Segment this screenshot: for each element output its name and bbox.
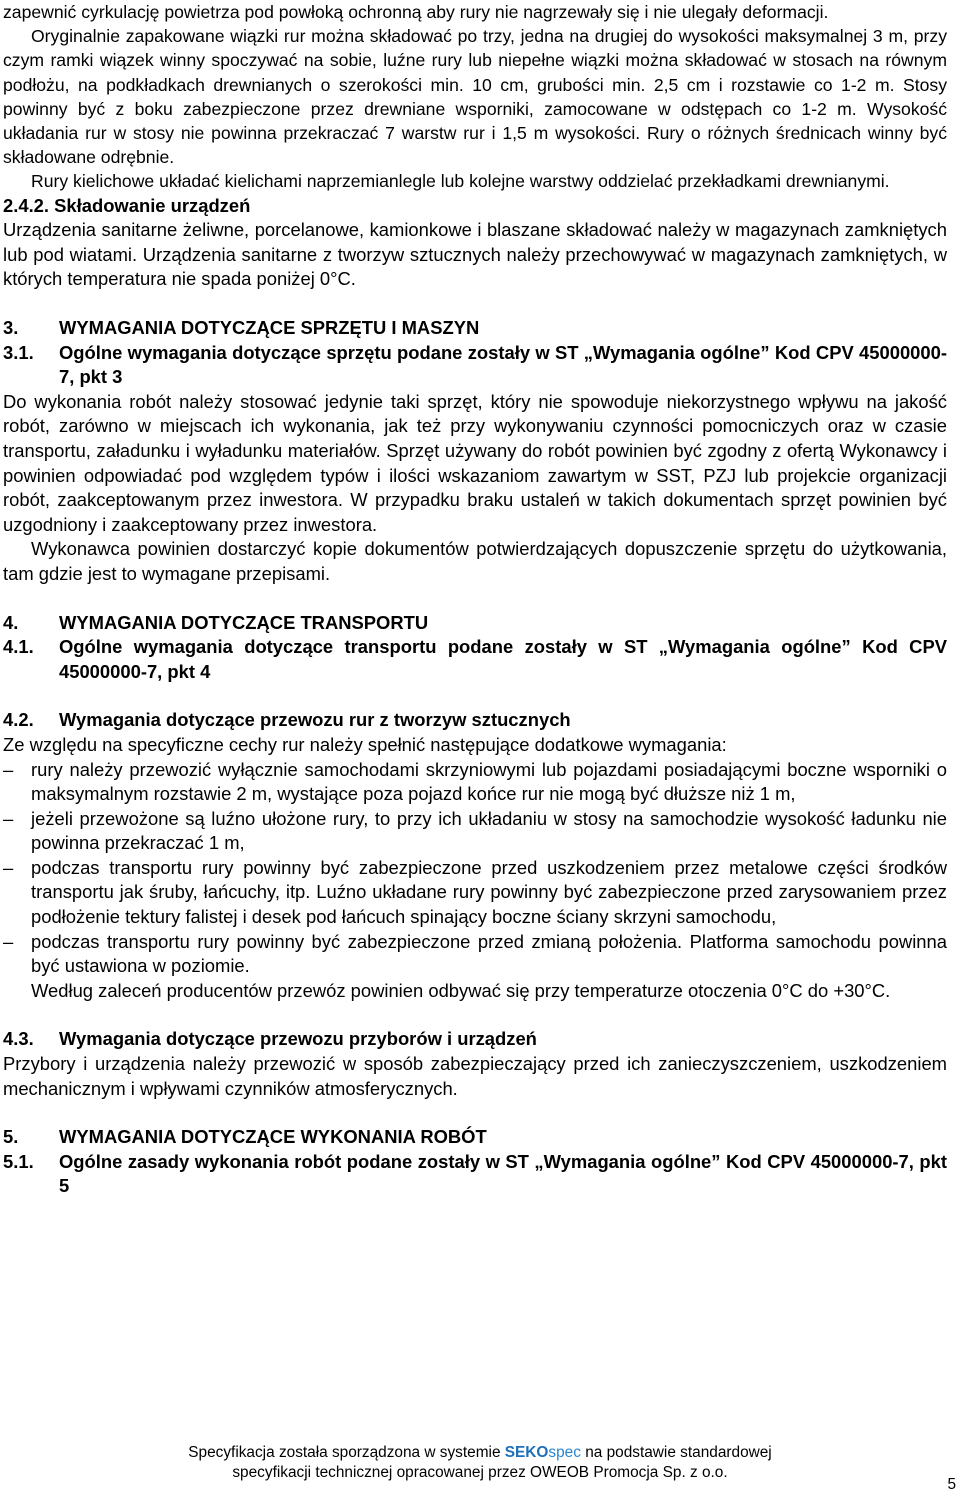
section-2-4-2-text: Urządzenia sanitarne żeliwne, porcelanowe, kamionkowe i blaszane składować należy w magazynach zamkniętych lub pod wiatami. Urządzenia sanitarne z tworzyw sztucznych należy przechowywać w magazynach zamkniętych, w których temperatura nie spada poniżej 0°C.: [3, 219, 947, 290]
list-dash: –: [3, 856, 14, 878]
section-4-2-heading: [3, 708, 947, 733]
section-4-3-text: Przybory i urządzenia należy przewozić w sposób zabezpieczający przed ich zanieczyszczeniem, uszkodzeniem mechanicznym i wpływami czynników atmosferycznych.: [3, 1053, 947, 1099]
footer-line-2: specyfikacji technicznej opracowanej przez OWEOB Promocja Sp. z o.o.: [232, 1464, 728, 1481]
list-item: [3, 856, 947, 930]
section-4-2-intro: Ze względu na specyficzne cechy rur należy spełnić następujące dodatkowe wymagania:: [3, 733, 727, 755]
section-4-2-title: Wymagania dotyczące przewozu rur z tworzyw sztucznych: [59, 709, 571, 731]
list-dash: –: [3, 807, 14, 829]
logo-part-seko: SEKO: [504, 1444, 549, 1461]
intro-paragraph-3: Rury kielichowe układać kielichami naprzemianlegle lub kolejne warstwy oddzielać przekładkami drewnianymi.: [31, 171, 890, 192]
list-item-text: rury należy przewozić wyłącznie samochodami skrzyniowymi lub pojazdami posiadającymi boczne wsporniki o maksymalnym rozstawie 2 m, wystające poza pojazd końce rur nie mogą być dłuższe niż 1 m,: [31, 758, 947, 805]
section-4-1-number: 4.1.: [3, 636, 34, 658]
section-5-heading: [3, 1125, 947, 1150]
section-4-2-temperature: Według zaleceń producentów przewóz powinien odbywać się przy temperaturze otoczenia 0°C do +30°C.: [31, 979, 891, 1001]
section-4-number: 4.: [3, 611, 19, 633]
page-footer: [0, 1443, 960, 1483]
sekospec-logo: [505, 1444, 581, 1461]
section-4-3-number: 4.3.: [3, 1028, 34, 1050]
list-dash: –: [3, 758, 14, 780]
section-5-1-number: 5.1.: [3, 1150, 34, 1172]
list-item-text: jeżeli przewożone są luźno ułożone rury, to przy ich układaniu w stosy na samochodzie wysokość ładunku nie powinna przekraczać 1 m,: [31, 807, 947, 854]
list-dash: –: [3, 930, 14, 952]
list-item-text: podczas transportu rury powinny być zabezpieczone przed zmianą położenia. Platforma samochodu powinna być ustawiona w poziomie.: [31, 930, 947, 977]
section-2-4-2-heading: 2.4.2. Składowanie urządzeń: [3, 194, 251, 216]
section-3-heading: [3, 316, 947, 341]
section-5-number: 5.: [3, 1126, 19, 1148]
page-number: 5: [947, 1476, 956, 1493]
section-4-1-title: Ogólne wymagania dotyczące transportu podane zostały w ST „Wymagania ogólne” Kod CPV 45000000-7, pkt 4: [59, 636, 947, 682]
section-5-1-heading: [3, 1150, 947, 1199]
section-5-title: WYMAGANIA DOTYCZĄCE WYKONANIA ROBÓT: [59, 1126, 487, 1148]
footer-text-before: Specyfikacja została sporządzona w systemie: [188, 1444, 501, 1461]
list-item: [3, 930, 947, 979]
section-4-2-number: 4.2.: [3, 709, 34, 731]
transport-requirements-list: [3, 758, 947, 979]
section-4-title: WYMAGANIA DOTYCZĄCE TRANSPORTU: [59, 611, 429, 633]
list-item-text: podczas transportu rury powinny być zabezpieczone przed uszkodzeniem przez metalowe części środków transportu jak śruby, łańcuchy, itp. Luźno układane rury powinny być zabezpieczone przed zarysowaniem przez podłożenie tektury falistej i desek pod łańcuch spinający boczne ściany skrzyni samochodu,: [31, 856, 947, 928]
section-3-number: 3.: [3, 317, 19, 338]
document-page: [3, 0, 947, 1199]
section-3-1-heading: [3, 341, 947, 390]
footer-text-after: na podstawie standardowej: [585, 1444, 772, 1461]
section-4-3-heading: [3, 1027, 947, 1052]
intro-paragraph-2: Oryginalnie zapakowane wiązki rur można składować po trzy, jedna na drugiej do wysokości maksymalnej 3 m, przy czym ramki wiązek winny spoczywać na sobie, luźne rury lub niepełne wiązki można składować w stosach na równym podłożu, na podkładkach drewnianych o szerokości min. 10 cm, grubości min. 2,5 cm i rozstawie co 1-2 m. Stosy powinny być z boku zabezpieczone przez drewniane wsporniki, zamocowane w odstępach co 1-2 m. Wysokość układania rur w stosy nie powinna przekraczać 7 warstw rur i 1,5 m wysokości. Rury o różnych średnicach winny być składowane odrębnie.: [3, 26, 947, 168]
section-4-1-heading: [3, 635, 947, 684]
list-item: [3, 807, 947, 856]
list-item: [3, 758, 947, 807]
section-3-paragraph-1: Do wykonania robót należy stosować jedynie taki sprzęt, który nie spowoduje niekorzystnego wpływu na jakość robót, zarówno w miejscach ich wykonania, jak też przy wykonywaniu czynności pomocniczych oraz w czasie transportu, załadunku i wyładunku materiałów. Sprzęt używany do robót powinien być zgodny z ofertą Wykonawcy i powinien odpowiadać pod względem typów i ilości wskazaniom zawartym w SST, PZJ lub projekcie organizacji robót, zaakceptowanym przez inwestora. W przypadku braku ustaleń w takich dokumentach sprzęt powinien być uzgodniony i zaakceptowany przez inwestora.: [3, 390, 947, 535]
logo-part-spec: spec: [548, 1444, 581, 1461]
section-4-3-title: Wymagania dotyczące przewozu przyborów i urządzeń: [59, 1028, 537, 1050]
section-3-1-number: 3.1.: [3, 341, 34, 363]
footer-line-1: [0, 1443, 960, 1463]
section-5-1-title: Ogólne zasady wykonania robót podane zostały w ST „Wymagania ogólne” Kod CPV 45000000-7, pkt 5: [59, 1150, 947, 1197]
section-3-paragraph-2: Wykonawca powinien dostarczyć kopie dokumentów potwierdzających dopuszczenie sprzętu do użytkowania, tam gdzie jest to wymagane przepisami.: [3, 538, 947, 584]
section-3-1-title: Ogólne wymagania dotyczące sprzętu podane zostały w ST „Wymagania ogólne” Kod CPV 45000000-7, pkt 3: [59, 341, 947, 388]
section-3-title: WYMAGANIA DOTYCZĄCE SPRZĘTU I MASZYN: [59, 317, 480, 338]
section-4-heading: [3, 611, 947, 636]
intro-paragraph-1: zapewnić cyrkulację powietrza pod powłoką ochronną aby rury nie nagrzewały się i nie ulegały deformacji.: [3, 2, 829, 22]
